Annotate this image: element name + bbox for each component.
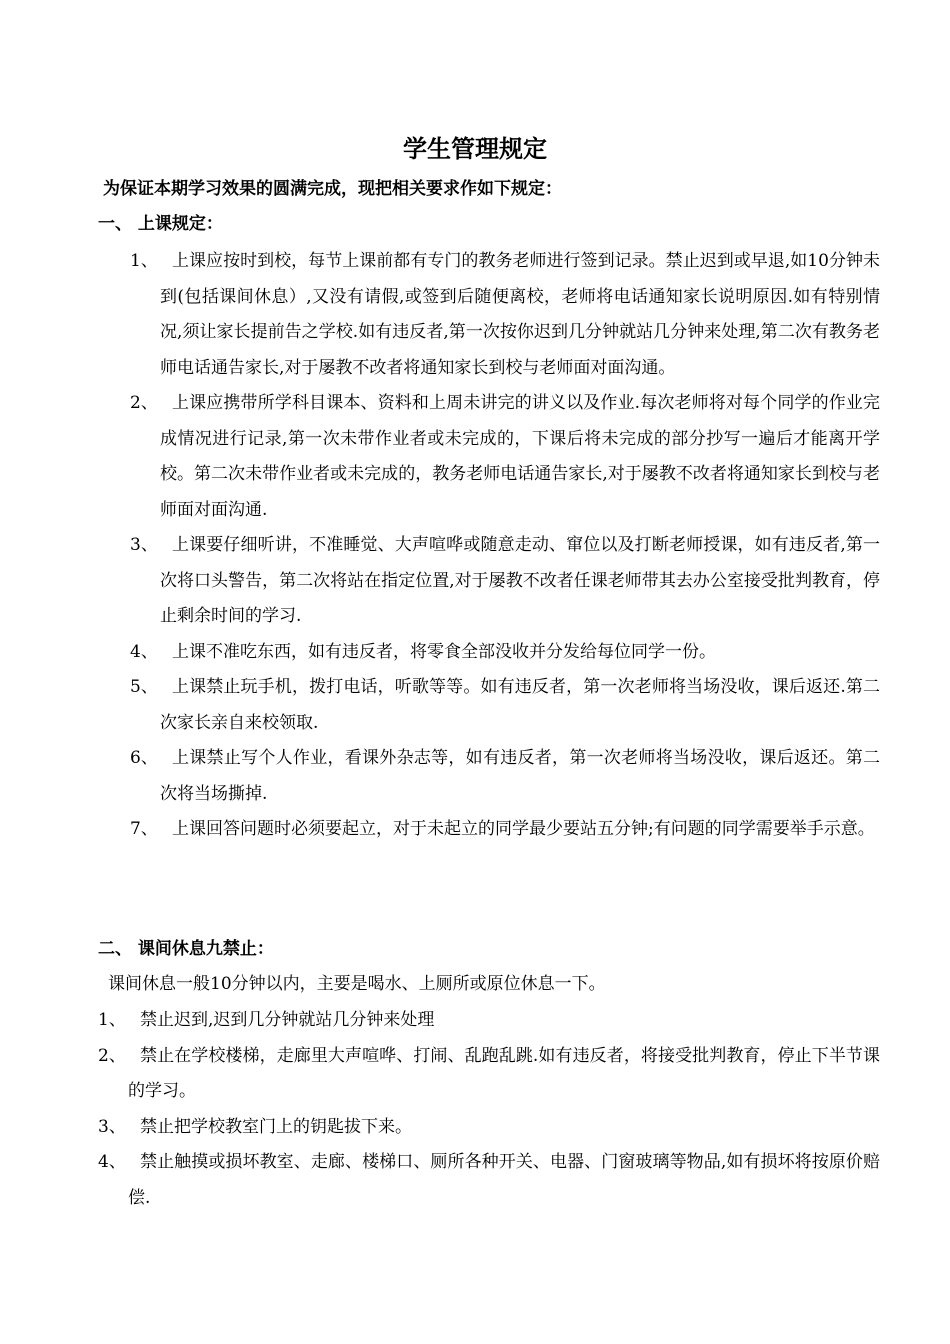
list-item [130,670,880,741]
list-item [98,1003,880,1039]
item-text: 上课要仔细听讲，不准睡觉、大声喧哗或随意走动、窜位以及打断老师授课，如有违反者,第一次将口头警告，第二次将站在指定位置,对于屡教不改者任课老师带其去办公室接受批判教育，停止剩余时间的学习. [160,535,880,626]
list-item [130,386,880,528]
item-number: 4、 [98,1152,126,1172]
item-number: 4、 [130,641,158,662]
item-number: 3、 [130,535,158,555]
list-item [130,812,880,848]
item-number: 1、 [130,251,158,271]
item-text: 禁止触摸或损坏教室、走廊、楼梯口、厕所各种开关、电器、门窗玻璃等物品,如有损坏将按原价赔偿. [128,1152,880,1208]
list-item [130,528,880,635]
item-number: 7、 [130,819,158,839]
intro-statement: 为保证本期学习效果的圆满完成，现把相关要求作如下规定： [103,179,562,199]
section2-list [98,1003,880,1216]
item-text: 上课回答问题时必须要起立，对于未起立的同学最少要站五分钟;有问题的同学需要举手示意。 [172,819,875,839]
item-text: 上课不准吃东西，如有违反者，将零食全部没收并分发给每位同学一份。 [172,641,716,662]
item-text: 上课应按时到校，每节上课前都有专门的教务老师进行签到记录。禁止迟到或早退,如10分钟未到(包括课间休息）,又没有请假,或签到后随便离校，老师将电话通知家长说明原因.如有特别情况,须让家长提前告之学校.如有违反者,第一次按你迟到几分钟就站几分钟来处理,第二次有教务老师电话通告家长,对于屡教不改者将通知家长到校与老师面对面沟通。 [160,251,880,378]
item-number: 2、 [130,393,158,413]
list-item [130,635,880,671]
list-item [98,1110,880,1146]
item-text: 上课禁止玩手机，拨打电话，听歌等等。如有违反者，第一次老师将当场没收，课后返还.第二次家长亲自来校领取. [160,677,880,733]
item-number: 2、 [98,1045,126,1066]
document-title: 学生管理规定 [403,134,547,163]
section2-note: 课间休息一般10分钟以内，主要是喝水、上厕所或原位休息一下。 [108,974,606,994]
item-text: 禁止把学校教室门上的钥匙拔下来。 [140,1116,412,1137]
item-number: 6、 [130,748,158,768]
section1-heading: 一、 上课规定： [98,214,223,234]
list-item [98,1145,880,1216]
section1-list [130,244,880,848]
list-item [130,741,880,812]
list-item [130,244,880,386]
item-number: 5、 [130,677,158,697]
item-text: 禁止在学校楼梯，走廊里大声喧哗、打闹、乱跑乱跳.如有违反者，将接受批判教育，停止下半节课的学习。 [128,1045,880,1101]
item-number: 1、 [98,1010,126,1030]
item-text: 上课应携带所学科目课本、资料和上周未讲完的讲义以及作业.每次老师将对每个同学的作业完成情况进行记录,第一次未带作业者或未完成的，下课后将未完成的部分抄写一遍后才能离开学校。第二次未带作业者或未完成的，教务老师电话通告家长,对于屡教不改者将通知家长到校与老师面对面沟通. [160,393,880,520]
item-text: 上课禁止写个人作业，看课外杂志等，如有违反者，第一次老师将当场没收，课后返还。第二次将当场撕掉. [160,748,880,804]
item-text: 禁止迟到,迟到几分钟就站几分钟来处理 [140,1010,435,1030]
list-item [98,1039,880,1110]
section2-heading: 二、 课间休息九禁止： [98,939,274,959]
item-number: 3、 [98,1116,126,1137]
